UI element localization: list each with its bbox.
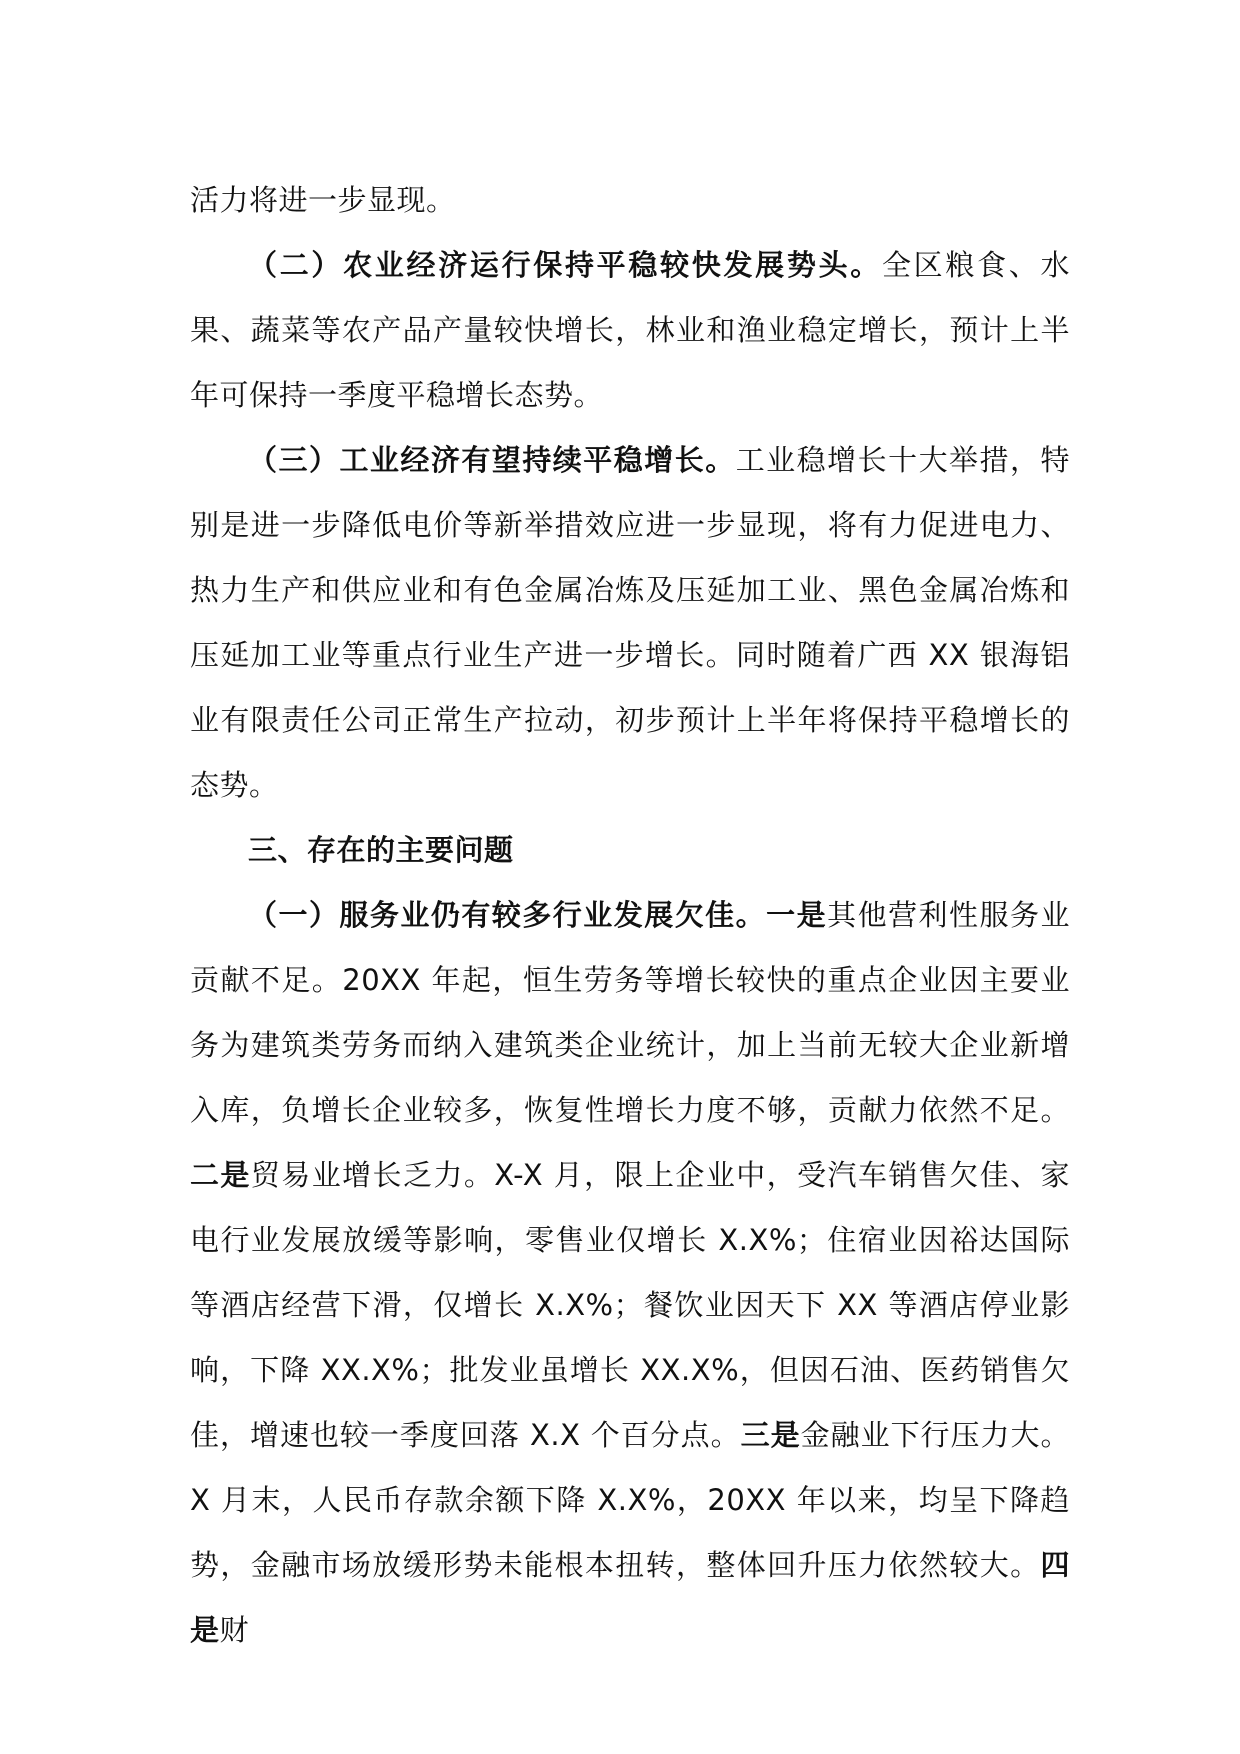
section-heading	[190, 818, 1070, 883]
point-text: 金融业下行压力大。X 月末，人民币存款余额下降 X.X%，20XX 年以来，均呈下降趋势，金融市场放缓形势未能根本扭转，整体回升压力依然较大。	[190, 1418, 1070, 1582]
point-text: 财	[219, 1613, 250, 1647]
paragraph-services	[190, 883, 1070, 1663]
point-text: 贸易业增长乏力。X-X 月，限上企业中，受汽车销售欠佳、家电行业发展放缓等影响，零售业仅增长 X.X%；住宿业因裕达国际等酒店经营下滑，仅增长 X.X%；餐饮业因天下 XX 等酒店停业影响，下降 XX.X%；批发业虽增长 XX.X%，但因石油、医药销售欠佳，增速也较一季度回落 X.X 个百分点。	[190, 1158, 1070, 1452]
point-label: 二是	[190, 1158, 251, 1192]
point-text: 其他营利性服务业贡献不足。20XX 年起，恒生劳务等增长较快的重点企业因主要业务为建筑类劳务而纳入建筑类企业统计，加上当前无较大企业新增入库，负增长企业较多，恢复性增长力度不够，贡献力依然不足。	[190, 898, 1070, 1127]
paragraph-text: 工业稳增长十大举措，特别是进一步降低电价等新举措效应进一步显现，将有力促进电力、热力生产和供应业和有色金属冶炼及压延加工业、黑色金属冶炼和压延加工业等重点行业生产进一步增长。同时随着广西 XX 银海铝业有限责任公司正常生产拉动，初步预计上半年将保持平稳增长的态势。	[190, 443, 1070, 802]
section-heading-text: 三、存在的主要问题	[248, 833, 514, 867]
paragraph-continuation	[190, 168, 1070, 233]
subheading-agriculture: （二）农业经济运行保持平稳较快发展势头。	[248, 248, 882, 282]
subheading-industry: （三）工业经济有望持续平稳增长。	[248, 443, 736, 477]
paragraph-industry	[190, 428, 1070, 818]
paragraph-text: 活力将进一步显现。	[190, 183, 456, 217]
point-label: 三是	[740, 1418, 801, 1452]
paragraph-agriculture	[190, 233, 1070, 428]
point-label: 一是	[766, 898, 828, 932]
paragraph-text: 全区粮食、水果、蔬菜等农产品产量较快增长，林业和渔业稳定增长，预计上半年可保持一季度平稳增长态势。	[190, 248, 1070, 412]
subheading-services: （一）服务业仍有较多行业发展欠佳。	[248, 898, 767, 932]
point-label: 四是	[190, 1548, 1070, 1647]
document-body	[190, 168, 1070, 1663]
